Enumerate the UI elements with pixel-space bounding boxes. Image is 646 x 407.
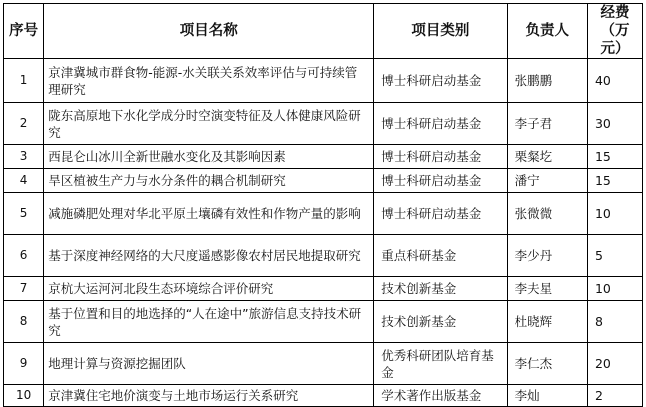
cell-name: 基于位置和目的地选择的“人在途中”旅游信息支持技术研究 xyxy=(44,301,374,343)
cell-name: 减施磷肥处理对华北平原土壤磷有效性和作物产量的影响 xyxy=(44,193,374,235)
cell-fee: 20 xyxy=(587,343,642,385)
cell-person: 杜晓辉 xyxy=(507,301,587,343)
cell-fee: 2 xyxy=(587,385,642,407)
cell-category: 博士科研启动基金 xyxy=(374,169,507,193)
cell-no: 8 xyxy=(4,301,44,343)
table-row xyxy=(4,301,643,343)
cell-name: 京杭大运河河北段生态环境综合评价研究 xyxy=(44,277,374,301)
cell-no: 2 xyxy=(4,103,44,145)
cell-category: 学术著作出版基金 xyxy=(374,385,507,407)
header-person: 负责人 xyxy=(507,4,587,59)
cell-person: 李灿 xyxy=(507,385,587,407)
cell-fee: 15 xyxy=(587,169,642,193)
cell-person: 李仁杰 xyxy=(507,343,587,385)
table-row xyxy=(4,145,643,169)
cell-name: 西昆仑山冰川全新世融水变化及其影响因素 xyxy=(44,145,374,169)
header-name: 项目名称 xyxy=(44,4,374,59)
cell-name: 基于深度神经网络的大尺度遥感影像农村居民地提取研究 xyxy=(44,235,374,277)
cell-fee: 40 xyxy=(587,59,642,103)
cell-no: 9 xyxy=(4,343,44,385)
cell-person: 李少丹 xyxy=(507,235,587,277)
cell-category: 博士科研启动基金 xyxy=(374,59,507,103)
cell-name: 京津冀住宅地价演变与土地市场运行关系研究 xyxy=(44,385,374,407)
cell-person: 张微微 xyxy=(507,193,587,235)
cell-fee: 5 xyxy=(587,235,642,277)
cell-category: 优秀科研团队培育基金 xyxy=(374,343,507,385)
cell-fee: 10 xyxy=(587,193,642,235)
cell-category: 重点科研基金 xyxy=(374,235,507,277)
cell-fee: 30 xyxy=(587,103,642,145)
cell-category: 技术创新基金 xyxy=(374,277,507,301)
header-fee xyxy=(587,4,642,59)
cell-category: 博士科研启动基金 xyxy=(374,145,507,169)
cell-person: 栗粲圪 xyxy=(507,145,587,169)
table-row xyxy=(4,385,643,407)
cell-person: 李夫星 xyxy=(507,277,587,301)
header-row xyxy=(4,4,643,59)
header-fee-line2: （万元） xyxy=(600,23,630,57)
table-row xyxy=(4,169,643,193)
cell-fee: 10 xyxy=(587,277,642,301)
cell-name: 京津冀城市群食物-能源-水关联关系效率评估与可持续管理研究 xyxy=(44,59,374,103)
table-row xyxy=(4,277,643,301)
cell-category: 技术创新基金 xyxy=(374,301,507,343)
cell-no: 1 xyxy=(4,59,44,103)
header-category: 项目类别 xyxy=(374,4,507,59)
header-fee-line1: 经费 xyxy=(600,5,630,21)
table-row xyxy=(4,59,643,103)
cell-name: 旱区植被生产力与水分条件的耦合机制研究 xyxy=(44,169,374,193)
cell-category: 博士科研启动基金 xyxy=(374,103,507,145)
project-table xyxy=(3,3,643,407)
cell-no: 5 xyxy=(4,193,44,235)
cell-fee: 15 xyxy=(587,145,642,169)
cell-person: 潘宁 xyxy=(507,169,587,193)
cell-no: 4 xyxy=(4,169,44,193)
header-no: 序号 xyxy=(4,4,44,59)
cell-no: 10 xyxy=(4,385,44,407)
cell-no: 7 xyxy=(4,277,44,301)
table-row xyxy=(4,103,643,145)
cell-name: 陇东高原地下水化学成分时空演变特征及人体健康风险研究 xyxy=(44,103,374,145)
table-row xyxy=(4,235,643,277)
cell-no: 6 xyxy=(4,235,44,277)
cell-no: 3 xyxy=(4,145,44,169)
cell-name: 地理计算与资源挖掘团队 xyxy=(44,343,374,385)
table-row xyxy=(4,343,643,385)
cell-category: 博士科研启动基金 xyxy=(374,193,507,235)
cell-fee: 8 xyxy=(587,301,642,343)
cell-person: 张鹏鹏 xyxy=(507,59,587,103)
table-row xyxy=(4,193,643,235)
cell-person: 李子君 xyxy=(507,103,587,145)
